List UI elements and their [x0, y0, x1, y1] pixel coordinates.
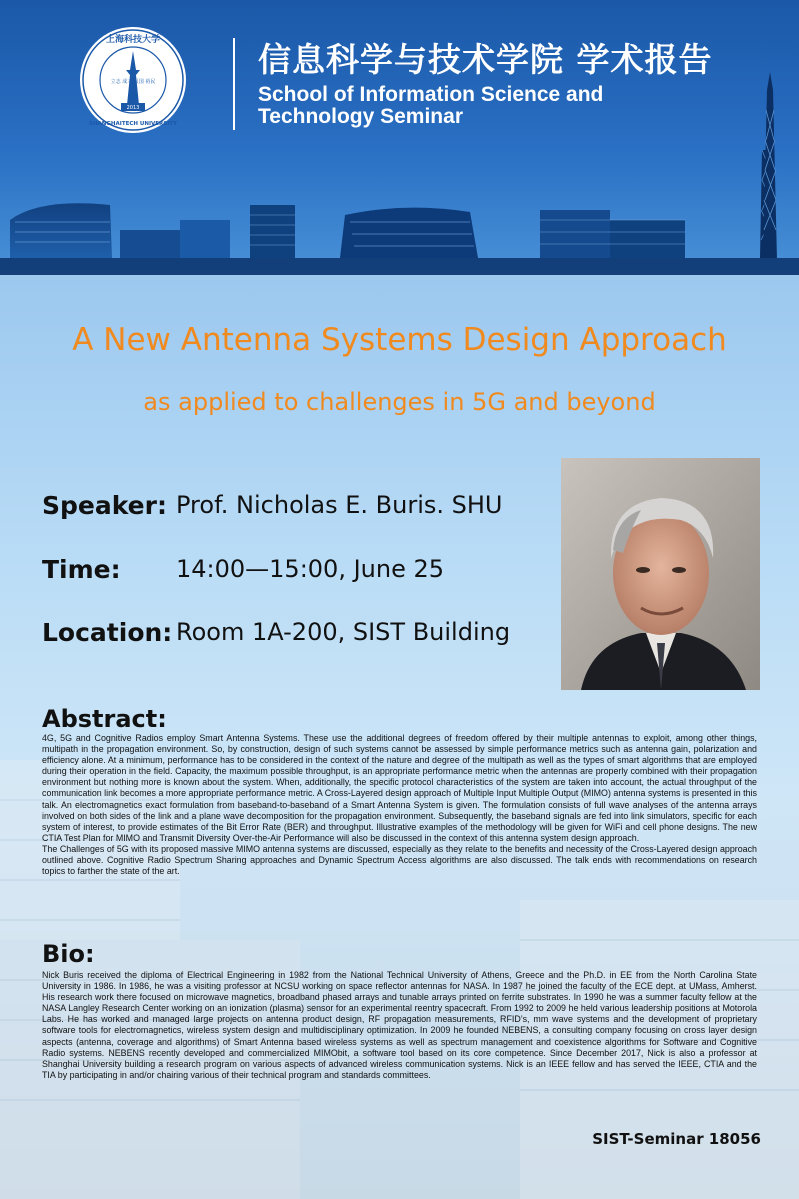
bio-heading: Bio:	[42, 940, 95, 968]
location-value: Room 1A-200, SIST Building	[176, 618, 511, 646]
header-chinese-title: 信息科学与技术学院 学术报告	[258, 40, 713, 79]
tower-illustration	[745, 70, 795, 260]
abstract-paragraph-1: 4G, 5G and Cognitive Radios employ Smart Antenna Systems. These use the additional degrees of freedom offered by their multiple antennas to exploit, among other things, multipath in the propagation environment. So, by construction, design of such systems cannot be assessed by simple performance metrics such as antenna gain, polarization and efficiency alone. At a minimum, performance has to be considered in the context of the nature and degree of the multipath as well as the types of smart algorithms that are employed during their operation in the field. Capacity, the maximum possible throughput, is an appropriate performance metric when the antennas are properly combined with their propagation environment but nothing more is known about the system. When, additionally, the specific protocol characteristics of the system are taken into account, the actual throughput of the communication link becomes a more appropriate performance metric. A Cross-Layered design approach of Multiple Input Multiple Output (MIMO) antenna systems is presented in this talk. An electromagnetics exact formulation from baseband-to-baseband of a Smart Antenna System is given. The formulation consists of full wave analyses of the antenna arrays involved on both sides of the link and a plane wave decomposition for the propagation environment. Subsequently, the baseband signals are fed into link simulators, specific for each system of interest, to provide estimates of the Bit Error Rate (BER) and throughput. Illustrative examples of the methodology will be given for WiFi and cell phone designs. The new CTIA Test Plan for MIMO and Transmit Diversity Over-the-Air Performance will also be discussed in the context of this antenna system design approach.	[42, 733, 757, 843]
banner-bottom-strip	[0, 258, 799, 275]
header-english-title	[258, 84, 603, 128]
speaker-value: Prof. Nicholas E. Buris. SHU	[176, 491, 503, 519]
abstract-body	[42, 733, 757, 877]
shanghaitech-logo	[78, 25, 188, 135]
location-label: Location:	[42, 618, 173, 647]
speaker-label: Speaker:	[42, 491, 167, 520]
speaker-photo	[561, 458, 760, 690]
talk-subtitle: as applied to challenges in 5G and beyond	[143, 388, 656, 416]
logo-text-bottom: SHANGHAITECH UNIVERSITY	[88, 121, 178, 127]
campus-skyline-illustration	[0, 150, 799, 265]
seminar-id: SIST-Seminar 18056	[592, 1130, 761, 1148]
logo-text-top: 上海科技大学	[105, 35, 161, 45]
logo-year: 2013	[126, 105, 140, 111]
header-divider	[233, 38, 235, 130]
time-label: Time:	[42, 555, 121, 584]
bio-paragraph-1: Nick Buris received the diploma of Electrical Engineering in 1982 from the National Technical University of Athens, Greece and the Ph.D. in EE from the North Carolina State University in 1986. In 1986, he was a visiting professor at NCSU working on space reflector antennas for NASA. In 1987 he joined the faculty of the ECE dept. at UMass, Amherst. His research work there focused on microwave magnetics, broadband phased arrays and tunable arrays printed on ferrite substrates. In 1990 he was a summer faculty fellow at the NASA Langley Research Center working on an ionization (plasma) sensor for an experimental reentry spacecraft. From 1992 to 2009 he held various leadership positions at Motorola Labs. He has worked and managed large projects on antenna product design, RF propagation measurements, RFID’s, mm wave systems and the development of proprietary software tools for electromagnetics, wireless system design and multidisciplinary optimization. In 2009 he founded NEBENS, a consulting company focusing on cross layer design aspects (antenna, coverage and algorithms) of Smart Antenna based wireless systems as well as spectrum management and coexistence algorithms for Software and Cognitive Radio systems. NEBENS recently developed and commercialized MIMObit, a software tool based on its core competence. Since December 2017, Nick is also a professor at Shanghai University building a research program on various aspects of advanced wireless communication systems. Nick is an IEEE fellow and has served the IEEE, CTIA and the TIA by participating in and/or chairing various of their technical program and standards committees.	[42, 970, 757, 1080]
time-value: 14:00—15:00, June 25	[176, 555, 445, 583]
header-english-title-line1: School of Information Science and	[258, 83, 604, 106]
logo-motto: 立志 成才 报国 裕民	[110, 79, 156, 85]
header-banner	[0, 0, 799, 275]
bio-body	[42, 970, 757, 1081]
talk-title: A New Antenna Systems Design Approach	[72, 322, 727, 358]
abstract-heading: Abstract:	[42, 705, 167, 733]
abstract-paragraph-2: The Challenges of 5G with its proposed massive MIMO antenna systems are discussed, especially as they relate to the benefits and necessity of the Cross-Layered design approach outlined above. Cognitive Radio Spectrum Sharing approaches and Dynamic Spectrum Access algorithms are also discussed. The talk ends with recommendations on research topics to farther the state of the art.	[42, 843, 757, 877]
header-english-title-line2: Technology Seminar	[258, 105, 463, 128]
